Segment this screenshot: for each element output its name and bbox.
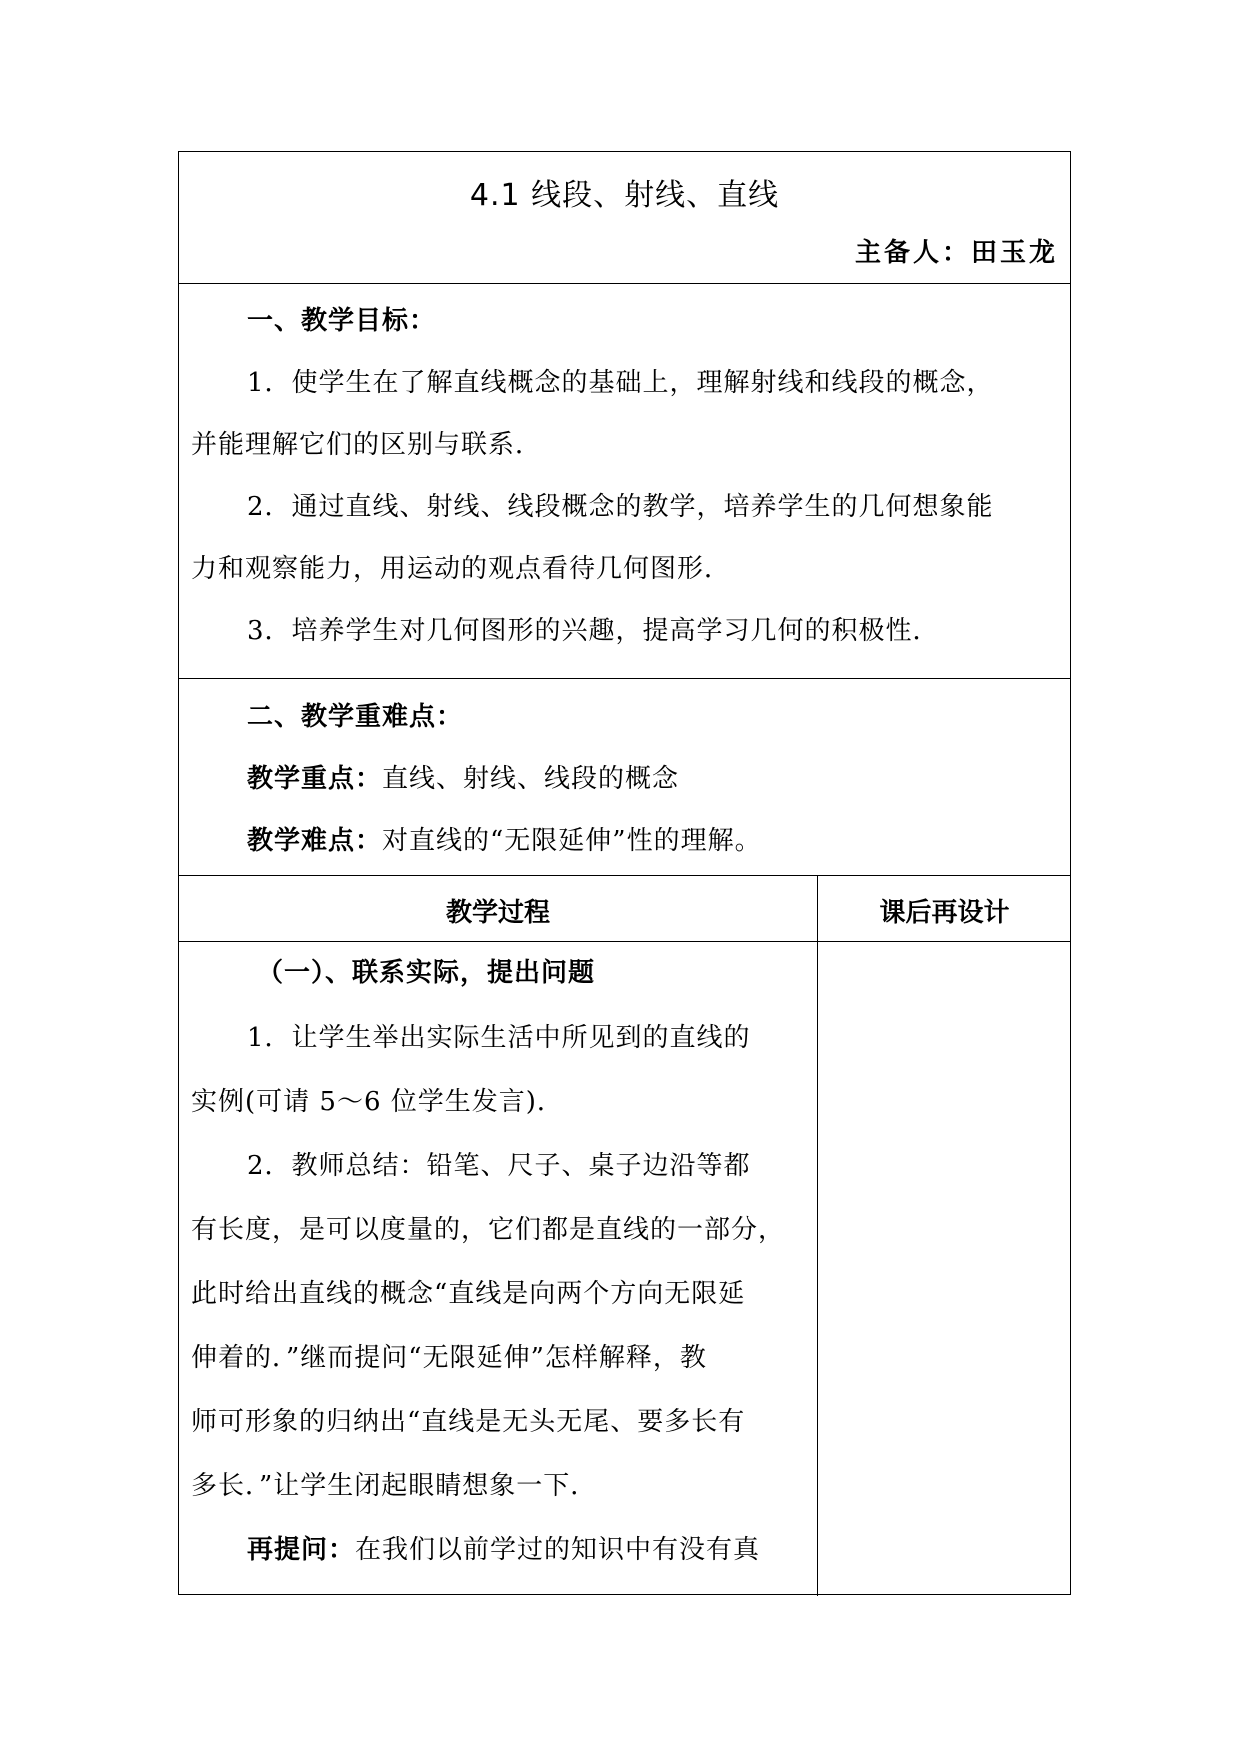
divider — [179, 875, 1070, 876]
divider — [179, 678, 1070, 679]
divider — [179, 941, 1070, 942]
process-line: 多长．”让学生闭起眼睛想象一下． — [191, 1471, 598, 1501]
difficulty-label: 教学难点： — [247, 826, 383, 856]
lesson-plan-table — [178, 151, 1071, 1595]
process-line: 伸着的．”继而提问“无限延伸”怎样解释，教 — [191, 1343, 707, 1373]
focus-text: 直线、射线、线段的概念 — [382, 764, 680, 794]
objectives-heading: 一、教学目标： — [247, 306, 437, 336]
objective-3: 3．培养学生对几何图形的兴趣，提高学习几何的积极性． — [247, 616, 940, 646]
column-header-redesign: 课后再设计 — [879, 898, 1010, 928]
process-line: 此时给出直线的概念“直线是向两个方向无限延 — [191, 1279, 746, 1309]
process-line: 1．让学生举出实际生活中所见到的直线的 — [247, 1023, 751, 1053]
re-ask-label: 再提问： — [247, 1535, 356, 1565]
difficulty-text: 对直线的“无限延伸”性的理解。 — [382, 826, 762, 856]
objective-2-line-2: 力和观察能力，用运动的观点看待几何图形． — [191, 554, 732, 584]
process-section-title: （一）、联系实际，提出问题 — [257, 958, 596, 988]
column-header-process: 教学过程 — [445, 898, 550, 928]
difficulty-line — [247, 824, 762, 858]
document-title: 4.1 线段、射线、直线 — [469, 178, 780, 213]
process-line: 有长度，是可以度量的，它们都是直线的一部分， — [191, 1215, 786, 1245]
objective-1-line-1: 1．使学生在了解直线概念的基础上，理解射线和线段的概念， — [247, 368, 994, 398]
focus-label: 教学重点： — [247, 764, 383, 794]
column-divider — [817, 875, 818, 1596]
process-line: 2．教师总结：铅笔、尺子、桌子边沿等都 — [247, 1151, 751, 1181]
key-points-heading: 二、教学重难点： — [247, 702, 464, 732]
process-line: 实例(可请 5～6 位学生发言)． — [191, 1087, 564, 1117]
process-line: 师可形象的归纳出“直线是无头无尾、要多长有 — [191, 1407, 746, 1437]
re-ask-line — [247, 1533, 760, 1567]
focus-line — [247, 762, 679, 796]
re-ask-text: 在我们以前学过的知识中有没有真 — [355, 1535, 761, 1565]
objective-2-line-1: 2．通过直线、射线、线段概念的教学，培养学生的几何想象能 — [247, 492, 994, 522]
divider — [179, 283, 1070, 284]
objective-1-line-2: 并能理解它们的区别与联系． — [191, 430, 543, 460]
author-line: 主备人：田玉龙 — [854, 238, 1058, 268]
